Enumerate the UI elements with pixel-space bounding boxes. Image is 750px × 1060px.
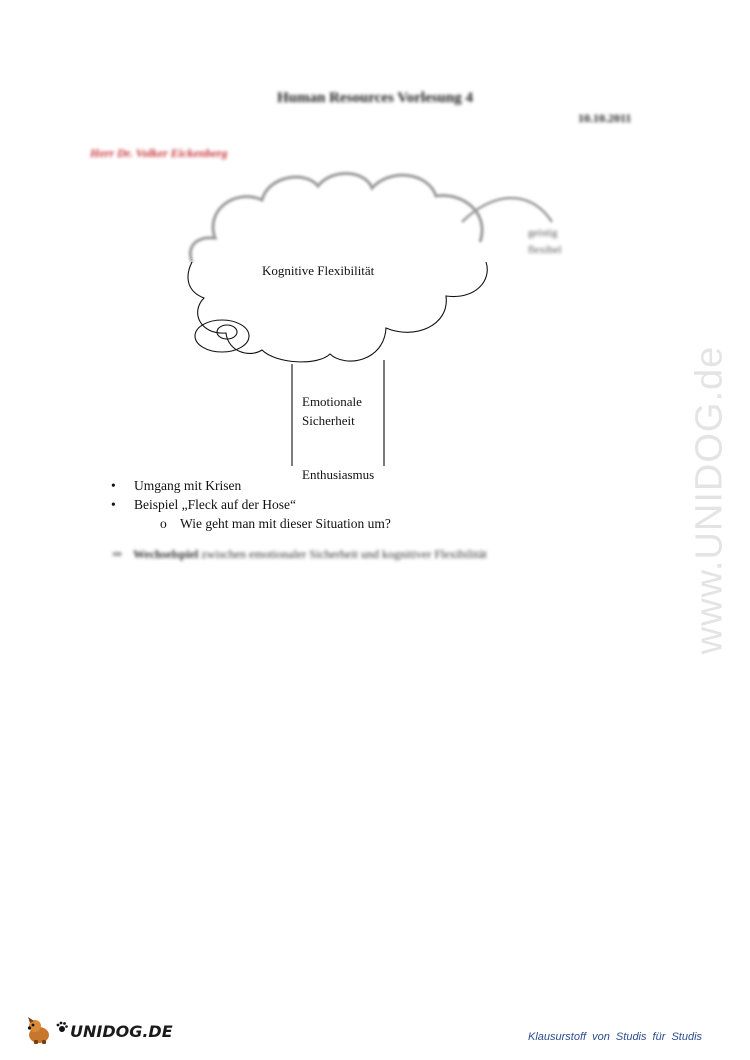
- conclusion-keyword: Wechselspiel: [133, 547, 199, 561]
- cloud-upper-outline: [190, 173, 482, 262]
- sub-list-item: [134, 514, 391, 533]
- document-date: 10.10.2011: [578, 111, 632, 125]
- list-item-text: Beispiel „Fleck auf der Hose“: [134, 497, 296, 512]
- bullet-icon: •: [111, 478, 116, 493]
- paw-icon: [56, 1021, 68, 1033]
- conclusion-line: [112, 547, 487, 562]
- watermark: www.UNIDOG.de: [688, 345, 731, 655]
- side-label-line1: geistig: [528, 227, 558, 239]
- list-item: [108, 476, 391, 495]
- dog-mascot-icon: [24, 1016, 54, 1046]
- circle-bullet-icon: o: [160, 516, 167, 531]
- list-item: [108, 495, 391, 533]
- footer-tagline: Klausurstoff von Studis für Studis: [528, 1031, 703, 1043]
- trunk-label: [302, 392, 362, 430]
- side-label: [528, 225, 562, 259]
- sub-list: [134, 514, 391, 533]
- bullet-list: [108, 476, 391, 533]
- thought-bubble-outer: [195, 320, 249, 352]
- trunk-bottom-label: Enthusiasmus: [302, 467, 375, 482]
- logo-text: UNIDOG.DE: [70, 1021, 173, 1041]
- side-label-line2: flexibel: [528, 244, 562, 256]
- cloud-tail: [462, 198, 552, 222]
- trunk-label-line1: Emotionale: [302, 394, 362, 409]
- unidog-logo-link[interactable]: [24, 1016, 173, 1046]
- trunk-label-line2: Sicherheit: [302, 413, 355, 428]
- list-item-text: Umgang mit Krisen: [134, 478, 242, 493]
- conclusion-text: zwischen emotionaler Sicherheit und kognitiver Flexibilität: [201, 547, 488, 561]
- document-author: Herr Dr. Volker Eickenberg: [90, 146, 228, 160]
- implies-arrow-icon: ⇒: [112, 547, 123, 561]
- document-title: Human Resources Vorlesung 4: [277, 90, 473, 106]
- cloud-label: Kognitive Flexibilität: [262, 263, 375, 278]
- bullet-icon: •: [111, 497, 116, 512]
- sub-list-item-text: Wie geht man mit dieser Situation um?: [180, 516, 391, 531]
